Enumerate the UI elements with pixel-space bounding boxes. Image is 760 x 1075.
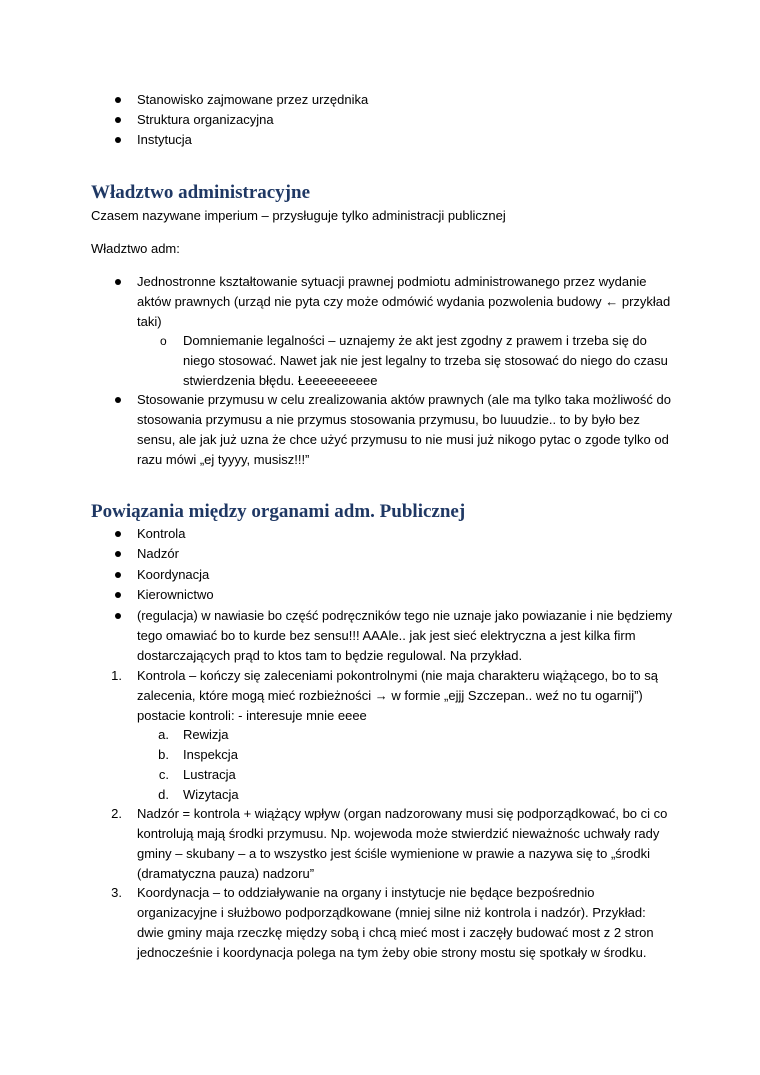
list-letter: b. xyxy=(158,747,169,762)
list-item: Instytucja xyxy=(137,132,192,147)
list-item: Stanowisko zajmowane przez urzędnika xyxy=(137,92,369,107)
paragraph-line: stosowania przymusu a nie przymus stosowania przymusu, bo luuudzie.. to by było bez xyxy=(137,412,640,427)
bullet-marker xyxy=(115,572,121,578)
list-item: Inspekcja xyxy=(183,747,238,762)
paragraph-line: Stosowanie przymusu w celu zrealizowania aktów prawnych (ale ma tylko taka możliwość do xyxy=(137,392,671,407)
paragraph-line: Koordynacja – to oddziaływanie na organy i instytucje nie będące bezpośrednio xyxy=(137,885,595,900)
list-item: Lustracja xyxy=(183,767,236,782)
paragraph-line: Kontrola – kończy się zaleceniami pokontrolnymi (nie maja charakteru wiążącego, bo to są xyxy=(137,668,658,683)
bullet-marker xyxy=(115,551,121,557)
paragraph-line: sensu, ale jak już uzna że chce użyć przymusu to nie musi już nikogo pytac o zgode tylko od xyxy=(137,432,669,447)
bullet-marker xyxy=(115,592,121,598)
list-number: 3. xyxy=(111,885,122,900)
paragraph-line: (regulacja) w nawiasie bo część podręczników tego nie uznaje jako powiazanie i nie będziemy xyxy=(137,608,673,623)
paragraph-line: postacie kontroli: - interesuje mnie eeee xyxy=(137,708,367,723)
bullet-marker xyxy=(115,279,121,285)
paragraph-line: kontrolują mają środki przymusu. Np. wojewoda może stwierdzić nieważnośc uchwały rady xyxy=(137,826,660,841)
section-label: Władztwo adm: xyxy=(91,241,180,256)
list-item: Koordynacja xyxy=(137,567,210,582)
list-letter: d. xyxy=(158,787,169,802)
sub-bullet-marker: o xyxy=(160,334,167,348)
bullet-marker xyxy=(115,97,121,103)
section-heading: Władztwo administracyjne xyxy=(91,182,311,203)
list-item: Wizytacja xyxy=(183,787,239,802)
section-intro: Czasem nazywane imperium – przysługuje tylko administracji publicznej xyxy=(91,208,506,223)
paragraph-line: aktów prawnych (urząd nie pyta czy może odmówić wydania pozwolenia budowy ← przykład xyxy=(137,294,671,309)
bullet-marker xyxy=(115,613,121,619)
list-item: Nadzór xyxy=(137,546,179,561)
list-letter: a. xyxy=(158,727,169,742)
paragraph-line: gminy – skubany – a to wszystko jest ściśle wymienione w prawie a nazywa się to „środki xyxy=(137,846,650,861)
paragraph-line: zalecenia, które mogą mieć rozbieżności → w formie „ejjj Szczepan.. weź no tu ogarnij”) xyxy=(137,688,643,703)
section-heading: Powiązania między organami adm. Publicznej xyxy=(91,501,466,522)
paragraph-line: taki) xyxy=(137,314,162,329)
paragraph-line: Jednostronne kształtowanie sytuacji prawnej podmiotu administrowanego przez wydanie xyxy=(137,274,647,289)
paragraph-line: tego omawiać bo to kurde bez sensu!!! AAAle.. jak jest sieć elektryczna a jest kilka firm xyxy=(137,628,636,643)
paragraph-line: (dramatyczna pauza) nadzoru” xyxy=(137,866,315,881)
list-item: Kierownictwo xyxy=(137,587,214,602)
bullet-marker xyxy=(115,117,121,123)
paragraph-line: organizacyjne i służbowo podporządkowane (mniej silne niż kontrola i nadzór). Przykład: xyxy=(137,905,646,920)
bullet-marker xyxy=(115,137,121,143)
paragraph-line: stwierdzenia błędu. Łeeeeeeeeee xyxy=(183,373,378,388)
list-number: 1. xyxy=(111,668,122,683)
paragraph-line: jednocześnie i koordynacja polega na tym żeby obie strony mostu się spotkały w środku. xyxy=(137,945,647,960)
paragraph-line: Domniemanie legalności – uznajemy że akt jest zgodny z prawem i trzeba się do xyxy=(183,333,647,348)
paragraph-line: razu mówi „ej tyyyy, musisz!!!” xyxy=(137,452,310,467)
paragraph-line: niego stosować. Nawet jak nie jest legalny to trzeba się stosować do niego do czasu xyxy=(183,353,668,368)
bullet-marker xyxy=(115,531,121,537)
paragraph-line: dwie gminy maja rzeczkę między sobą i chcą mieć most i zaczęły budować most z 2 stron xyxy=(137,925,654,940)
list-item: Kontrola xyxy=(137,526,186,541)
list-item: Rewizja xyxy=(183,727,229,742)
list-letter: c. xyxy=(158,767,169,782)
paragraph-line: dostarczających prąd to ktos tam to będzie regulowal. Na przykład. xyxy=(137,648,523,663)
paragraph-line: Nadzór = kontrola + wiążący wpływ (organ nadzorowany musi się podporządkować, bo ci co xyxy=(137,806,668,821)
list-number: 2. xyxy=(111,806,122,821)
list-item: Struktura organizacyjna xyxy=(137,112,274,127)
bullet-marker xyxy=(115,397,121,403)
